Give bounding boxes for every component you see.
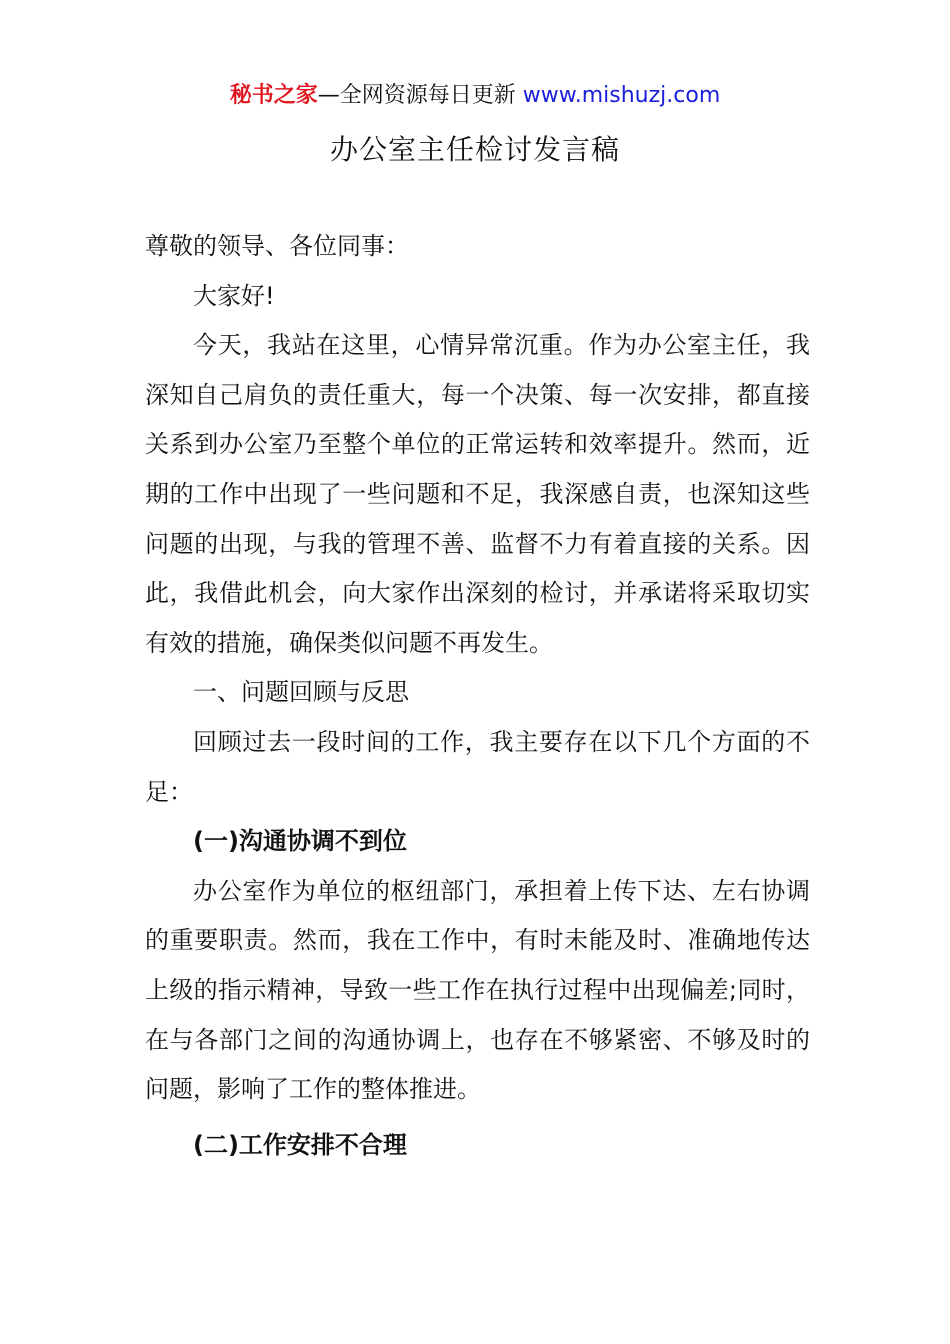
subsection-heading-2: (二)工作安排不合理 (193, 1130, 407, 1159)
section-intro-paragraph: 回顾过去一段时间的工作，我主要存在以下几个方面的不足： (145, 727, 810, 806)
greeting: 大家好! (193, 281, 275, 310)
site-header (0, 80, 950, 112)
salutation: 尊敬的领导、各位同事： (145, 232, 409, 260)
section-heading: 一、问题回顾与反思 (193, 678, 409, 707)
site-url-link[interactable]: www.mishuzj.com (522, 83, 721, 108)
document-title: 办公室主任检讨发言稿 (329, 133, 620, 166)
header-slogan: —全网资源每日更新 (317, 83, 516, 108)
intro-paragraph: 今天，我站在这里，心情异常沉重。作为办公室主任，我深知自己肩负的责任重大，每一个决策、每一次安排，都直接关系到办公室乃至整个单位的正常运转和效率提升。然而，近期的工作中出现了一些问题和不足，我深感自责，也深知这些问题的出现，与我的管理不善、监督不力有着直接的关系。因此，我借此机会，向大家作出深刻的检讨，并承诺将采取切实有效的措施，确保类似问题不再发生。 (145, 331, 810, 657)
document-body (145, 222, 810, 1170)
subsection-heading-1: (一)沟通协调不到位 (193, 827, 407, 856)
brand-name: 秘书之家 (229, 83, 318, 108)
subsection-paragraph-1: 办公室作为单位的枢纽部门，承担着上传下达、左右协调的重要职责。然而，我在工作中，有时未能及时、准确地传达上级的指示精神，导致一些工作在执行过程中出现偏差;同时，在与各部门之间的沟通协调上，也存在不够紧密、不够及时的问题，影响了工作的整体推进。 (145, 876, 810, 1104)
